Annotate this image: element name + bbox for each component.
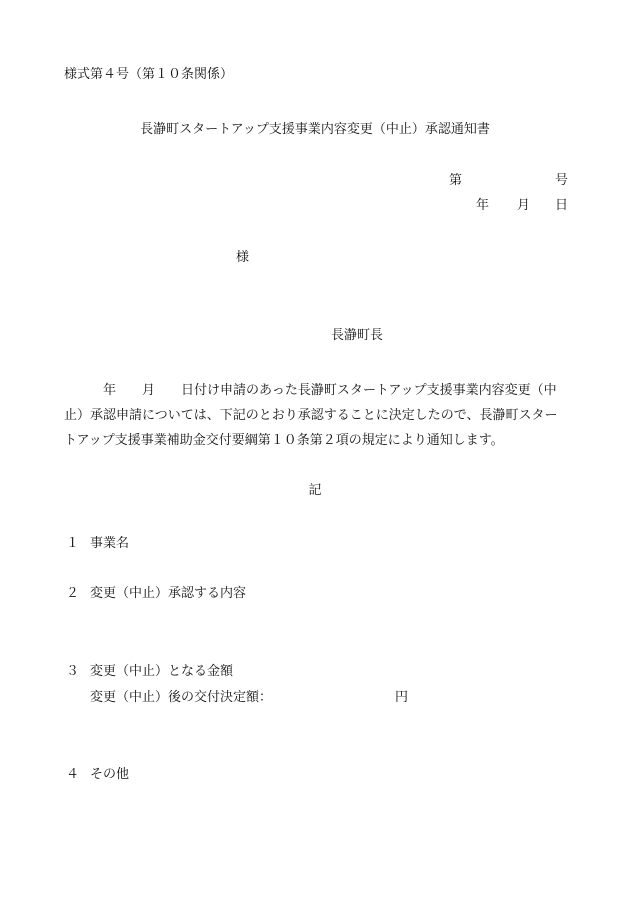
doc-number-suffix: 号 (555, 173, 569, 188)
item-number: ３ (66, 664, 80, 679)
addressee-honorific: 様 (236, 250, 250, 265)
item-label: 事業名 (90, 536, 130, 551)
item3-detail-label: 変更（中止）後の交付決定額： (90, 690, 273, 705)
form-number: 様式第４号（第１０条関係） (64, 67, 234, 82)
item-number: ４ (66, 767, 80, 782)
body-line: 年 月 日付け申請のあった長瀞町スタートアップ支援事業内容変更（中 (64, 383, 557, 398)
item-number: ２ (66, 586, 80, 601)
body-paragraph (64, 378, 574, 453)
doc-number-prefix: 第 (449, 173, 463, 188)
date-year-label: 年 (476, 198, 490, 213)
body-line: トアップ支援事業補助金交付要綱第１０条第２項の規定により通知します。 (64, 433, 504, 448)
date-day-label: 日 (555, 198, 569, 213)
item-label: その他 (90, 767, 130, 782)
item-number: １ (66, 536, 80, 551)
ki-heading: 記 (308, 483, 322, 498)
item-label: 変更（中止）となる金額 (90, 664, 234, 679)
document-title: 長瀞町スタートアップ支援事業内容変更（中止）承認通知書 (140, 122, 490, 137)
date-month-label: 月 (517, 198, 531, 213)
item-label: 変更（中止）承認する内容 (90, 586, 247, 601)
body-line: 止）承認申請については、下記のとおり承認することに決定したので、長瀞町スター (64, 408, 558, 423)
issuer-name: 長瀞町長 (331, 328, 384, 343)
item3-detail-unit: 円 (395, 690, 409, 705)
